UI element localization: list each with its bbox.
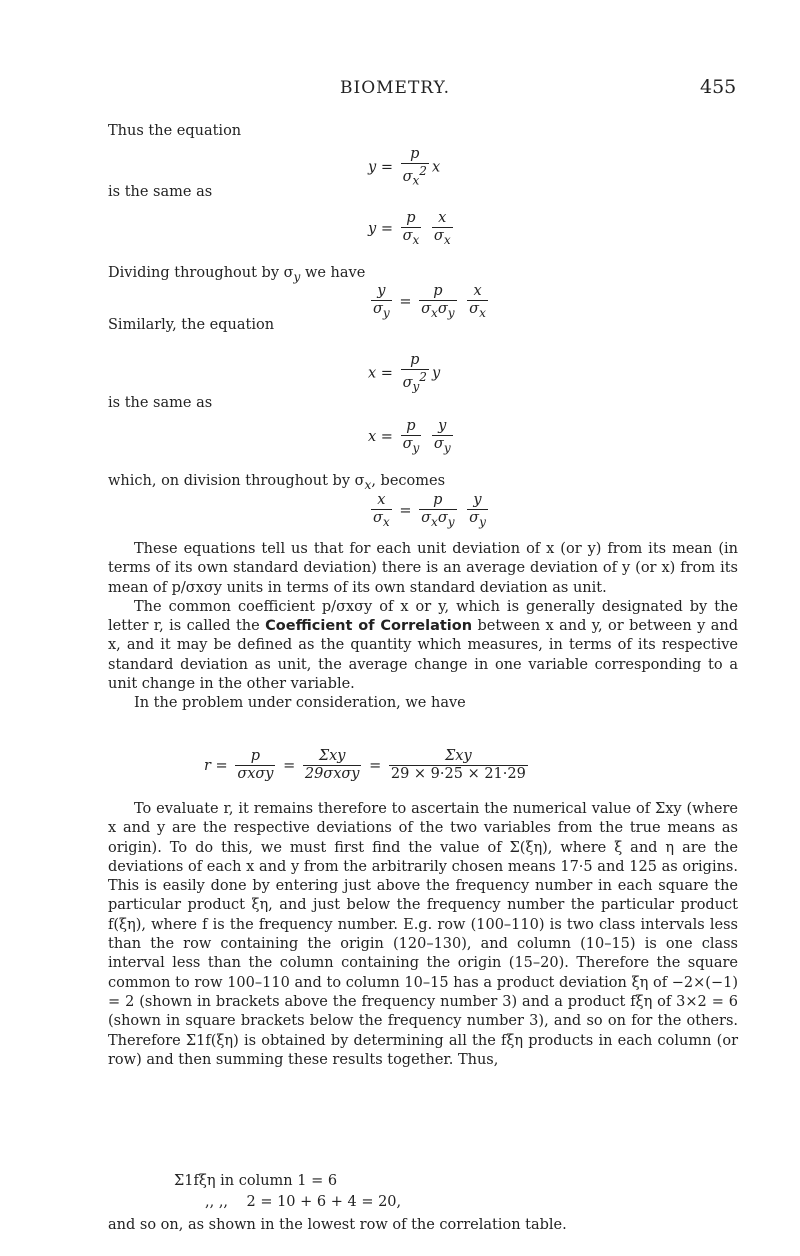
equation-r: r = $\frac{p}{\text{σxσy}}$ = $\frac{\text{Σxy}}{\text{29σxσy}}$ = $\frac{\text{Σxy}}{29 \times 9\cdot 25 \times 21\cdot 29}$ xyxy=(204,748,526,783)
paragraph-block-2 xyxy=(108,800,738,1070)
running-header: BIOMETRY. xyxy=(340,78,451,98)
paragraph-coefficient: The common coefficient p/σxσy of x or y, which is generally designated by the letter r, is called the Coefficient of Correlation between x and y, or between y and x, and it may be defined as the quantity which measures, in terms of its respective standard deviation as unit, the average change in one variable corresponding to a unit change in the other variable. xyxy=(108,598,739,693)
page-number: 455 xyxy=(700,76,737,98)
equation-5: x = $\frac{p}{\sigma_y}$ $\frac{y}{\sigma_y}$ xyxy=(368,418,451,456)
paragraph-evaluate-r: To evaluate r, it remains therefore to ascertain the numerical value of Σxy (where x and y are the respective deviations of the two variables from the true means as origin). To do this, we must first find the value of Σ(ξη), where ξ and η are the deviations of each x and y from the arbitrarily chosen means 17·5 and 125 as origins. This is easily done by entering just above the frequency number in each square the particular product ξη, and just below the frequency number the particular product f(ξη), where f is the frequency number. E.g. row (100–110) is two class intervals less than the row containing the origin (120–130), and column (10–15) is one class interval less than the column containing the origin (15–20). Therefore the square common to row 100–110 and to column 10–15 has a product deviation ξη of −2×(−1) = 2 (shown in brackets above the frequency number 3) and a product fξη of 3×2 = 6 (shown in square brackets below the frequency number 3), and so on for the others. Therefore Σ1f(ξη) is obtained by determining all the fξη products in each column (or row) and then summing these results together. Thus, xyxy=(108,801,738,1068)
equation-2: y = $\frac{p}{\sigma_x}$ $\frac{x}{\sigma_x}$ xyxy=(368,210,451,248)
text-line-thus: Thus the equation xyxy=(108,123,242,139)
paragraph-equations-meaning: These equations tell us that for each unit deviation of x (or y) from its mean (in terms of its own standard deviation) there is an average deviation of y (or x) from its mean of p/σxσy units in terms of its own standard deviation as unit. xyxy=(108,541,738,596)
sum-row-1: Σ1fξη in column 1 = 6 xyxy=(174,1173,338,1189)
text-line-same1: is the same as xyxy=(108,184,213,200)
text-line-same2: is the same as xyxy=(108,395,213,411)
text-line-dividing: Dividing throughout by $\sigma_y$ we have xyxy=(108,265,366,284)
sum-row-2: ,, ,, 2 = 10 + 6 + 4 = 20, xyxy=(205,1194,402,1210)
text-line-closing: and so on, as shown in the lowest row of the correlation table. xyxy=(108,1217,567,1233)
text-line-which: which, on division throughout by $\sigma_x$, becomes xyxy=(108,473,446,492)
equation-6: $\frac{x}{\sigma_x}$ = $\frac{p}{\sigma_x\sigma_y}$ $\frac{y}{\sigma_y}$ xyxy=(373,492,486,530)
paragraph-problem: In the problem under consideration, we have xyxy=(134,695,466,712)
term-coefficient-of-correlation: Coefficient of Correlation xyxy=(265,618,473,635)
equation-1: y = $\frac{p}{\sigma_x^2}$ x xyxy=(368,146,441,189)
paragraph-block-1 xyxy=(108,540,738,714)
equation-4: x = $\frac{p}{\sigma_y^2}$ y xyxy=(368,352,441,395)
text-line-similarly: Similarly, the equation xyxy=(108,317,275,333)
equation-3: $\frac{y}{\sigma_y}$ = $\frac{p}{\sigma_x\sigma_y}$ $\frac{x}{\sigma_x}$ xyxy=(373,283,486,321)
